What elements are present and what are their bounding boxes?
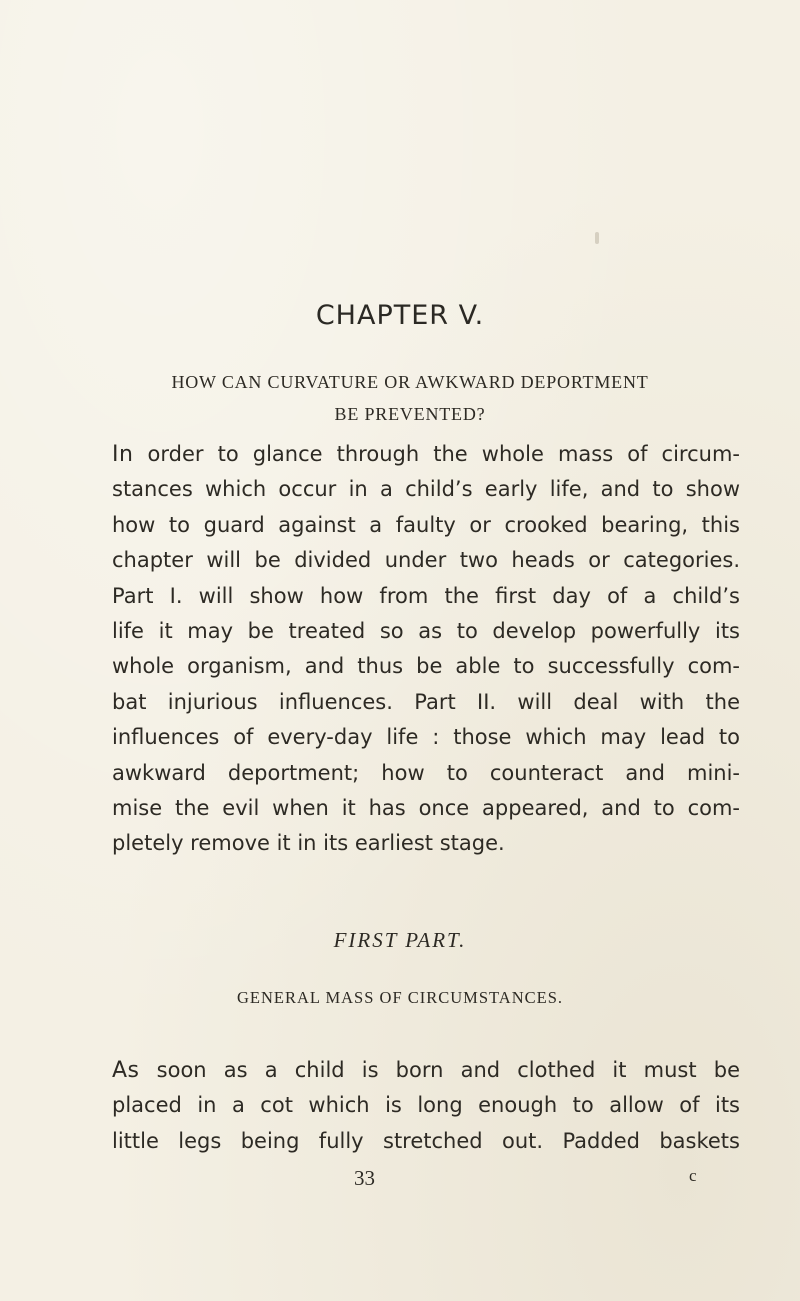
paragraph-line: In order to glance through the whole mass of circum- — [112, 442, 740, 467]
chapter-subtitle — [90, 366, 730, 430]
paragraph-line: awkward deportment; how to counteract and mini- — [112, 760, 740, 785]
signature-mark: c — [689, 1166, 697, 1185]
paragraph-line: stances which occur in a child’s early life, and to show — [112, 477, 740, 502]
paragraph-line: placed in a cot which is long enough to allow of its — [112, 1093, 740, 1118]
paragraph-line: bat injurious influences. Part II. will deal with the — [112, 689, 740, 714]
subtitle-line: BE PREVENTED? — [334, 404, 486, 424]
paragraph-lead-word: As — [112, 1058, 140, 1083]
paragraph-line: influences of every-day life : those which may lead to — [112, 725, 740, 750]
paragraph-first-part — [112, 1053, 740, 1159]
paragraph-lead-word: In — [112, 442, 134, 467]
paragraph-line: how to guard against a faulty or crooked bearing, this — [112, 512, 740, 537]
paragraph-line: As soon as a child is born and clothed it must be — [112, 1058, 740, 1083]
paragraph-line: mise the evil when it has once appeared, and to com- — [112, 796, 740, 821]
paragraph-intro — [112, 437, 740, 862]
subtitle-line: HOW CAN CURVATURE OR AWKWARD DEPORTMENT — [171, 372, 649, 392]
paragraph-line: Part I. will show how from the first day of a child’s — [112, 583, 740, 608]
paragraph-line: pletely remove it in its earliest stage. — [112, 831, 505, 856]
section-heading: GENERAL MASS OF CIRCUMSTANCES. — [236, 988, 564, 1007]
paragraph-line: little legs being fully stretched out. Padded baskets — [112, 1128, 740, 1153]
paragraph-line: whole organism, and thus be able to successfully com- — [112, 654, 740, 679]
part-heading: FIRST PART. — [333, 928, 467, 952]
paragraph-line: chapter will be divided under two heads or categories. — [112, 548, 740, 573]
chapter-title: CHAPTER V. — [315, 300, 485, 331]
paragraph-line: life it may be treated so as to develop powerfully its — [112, 619, 740, 644]
page-number: 33 — [354, 1166, 375, 1190]
ink-mark — [595, 232, 599, 244]
